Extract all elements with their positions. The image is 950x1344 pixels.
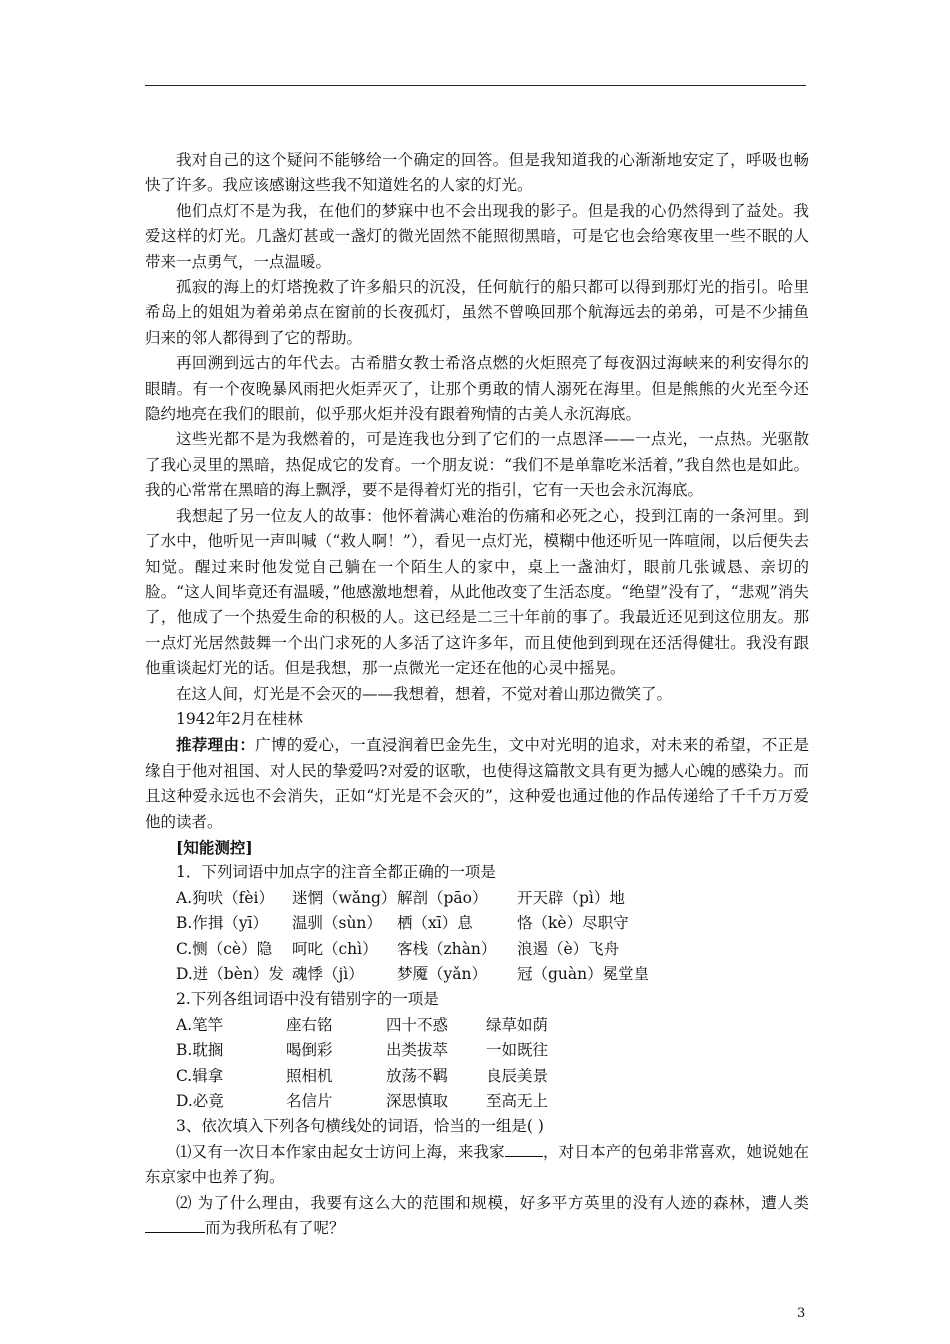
q2-b-1: B.耽搁 <box>176 1041 224 1060</box>
recommend-label: 推荐理由： <box>176 735 256 755</box>
q1-d-3: 梦魇（yǎn） <box>397 965 487 983</box>
q1-c-3: 客栈（zhàn） <box>397 939 497 958</box>
q3-sentence-2 <box>145 1191 809 1242</box>
q1-a-3: 解剖（pāo） <box>397 888 488 907</box>
recommend-text: 广博的爱心，一直浸润着巴金先生，文中对光明的追求，对未来的希望，不正是缘自于他对祖国、对人民的挚爱吗?对爱的讴歌，也使得这篇散文具有更为撼人心魄的感染力。而且这种爱永远也不会消失，正如“灯光是不会灭的”，这种爱也通过他的作品传递给了千千万万爱他的读者。 <box>145 736 809 831</box>
paragraph-4: 再回溯到远古的年代去。古希腊女教士希洛点燃的火炬照亮了每夜泅过海峡来的利安得尔的眼睛。有一个夜晚暴风雨把火炬弄灭了，让那个勇敢的情人溺死在海里。但是熊熊的火光至今还隐约地亮在我们的眼前，似乎那火炬并没有跟着殉情的古美人永沉海底。 <box>145 354 809 424</box>
q1-c-2: 呵叱（chì） <box>292 939 378 958</box>
q2-d-4: 至高无上 <box>486 1092 549 1111</box>
page-number: 3 <box>797 1306 806 1321</box>
q1-a-4: 开天辟（pì）地 <box>517 888 625 907</box>
q2-c-4: 良辰美景 <box>486 1066 549 1085</box>
q2-b-2: 喝倒彩 <box>286 1041 333 1060</box>
q1-b-1: B.作揖（yī） <box>176 914 269 933</box>
paragraph-7: 在这人间，灯光是不会灭的——我想着，想着，不觉对着山那边微笑了。 <box>176 684 673 703</box>
header-rule <box>145 85 806 86</box>
q3-blank-2 <box>145 1218 205 1233</box>
q2-c-3: 放荡不羁 <box>386 1066 449 1085</box>
q1-option-c <box>145 937 809 962</box>
q2-d-3: 深思慎取 <box>386 1092 449 1111</box>
q1-b-3: 栖（xī）息 <box>397 914 473 933</box>
document-body <box>145 148 809 1241</box>
q2-a-2: 座右铭 <box>286 1015 333 1034</box>
q2-a-4: 绿草如荫 <box>486 1015 549 1034</box>
q3-stem: 3、依次填入下列各句横线处的词语，恰当的一组是( ) <box>176 1117 544 1136</box>
paragraph-2: 他们点灯不是为我，在他们的梦寐中也不会出现我的影子。但是我的心仍然得到了益处。我爱这样的灯光。几盏灯甚或一盏灯的微光固然不能照彻黑暗，可是它也会给寒夜里一些不眠的人带来一点勇气，一点温暖。 <box>145 201 809 271</box>
q2-option-a <box>145 1013 809 1038</box>
q2-option-d <box>145 1089 809 1114</box>
q2-stem: 2.下列各组词语中没有错别字的一项是 <box>176 990 439 1009</box>
q3-blank-1 <box>505 1142 543 1157</box>
q2-option-b <box>145 1038 809 1063</box>
q1-d-2: 魂悸（jì） <box>292 965 364 983</box>
q2-c-1: C.辑拿 <box>176 1066 224 1085</box>
q1-b-4: 恪（kè）尽职守 <box>517 914 629 933</box>
q3-sentence-1 <box>145 1140 809 1191</box>
paragraph-3: 孤寂的海上的灯塔挽救了许多船只的沉没，任何航行的船只都可以得到那灯光的指引。哈里希岛上的姐姐为着弟弟点在窗前的长夜孤灯，虽然不曾唤回那个航海远去的弟弟，可是不少捕鱼归来的邻人都得到了它的帮助。 <box>145 278 809 347</box>
q3-s2-before: ⑵ 为了什么理由，我要有这么大的范围和规模，好多平方英里的没有人迹的森林，遭人类 <box>176 1193 809 1212</box>
q1-option-d <box>145 962 809 987</box>
date-line: 1942年2月在桂林 <box>176 709 303 728</box>
q2-b-3: 出类拔萃 <box>386 1041 449 1060</box>
q1-c-1: C.恻（cè）隐 <box>176 939 273 958</box>
q1-option-b <box>145 911 809 936</box>
q1-c-4: 浪遏（è）飞舟 <box>517 939 620 958</box>
q3-s1-after: ，对日本产的包弟非常喜欢，她说她在东京家中也养了狗。 <box>145 1142 809 1187</box>
q1-stem: 1．下列词语中加点字的注音全都正确的一项是 <box>176 863 496 882</box>
section-title: [知能测控] <box>176 837 253 857</box>
q2-a-3: 四十不惑 <box>386 1015 449 1034</box>
q3-s2-after: 而为我所私有了呢？ <box>205 1219 345 1238</box>
q1-b-2: 温驯（sùn） <box>292 914 382 933</box>
q1-d-1: D.迸（bèn）发 <box>176 965 284 983</box>
q1-d-4: 冠（guàn）冕堂皇 <box>517 965 650 983</box>
q2-c-2: 照相机 <box>286 1066 333 1085</box>
paragraph-1: 我对自己的这个疑问不能够给一个确定的回答。但是我知道我的心渐渐地安定了，呼吸也畅快了许多。我应该感谢这些我不知道姓名的人家的灯光。 <box>145 151 809 195</box>
q2-b-4: 一如既往 <box>486 1041 549 1060</box>
q1-a-1: A.狗吠（fèi） <box>176 888 274 907</box>
q2-d-2: 名信片 <box>286 1092 333 1111</box>
q2-d-1: D.必竟 <box>176 1092 224 1111</box>
q3-s1-before: ⑴又有一次日本作家由起女士访问上海，来我家 <box>176 1142 505 1161</box>
recommend-paragraph <box>145 732 809 835</box>
q1-option-a <box>145 886 809 911</box>
q2-option-c <box>145 1064 809 1089</box>
q1-a-2: 迷惘（wǎng） <box>292 888 397 907</box>
paragraph-6: 我想起了另一位友人的故事：他怀着满心难治的伤痛和必死之心，投到江南的一条河里。到了水中，他听见一声叫喊（“救人啊！”），看见一点灯光，模糊中他还听见一阵喧闹，以后便失去知觉。醒过来时他发觉自己躺在一个陌生人的家中，桌上一盏油灯，眼前几张诚恳、亲切的脸。“这人间毕竟还有温暖，”他感激地想着，从此他改变了生活态度。“绝望”没有了，“悲观”消失了，他成了一个热爱生命的积极的人。这已经是二三十年前的事了。我最近还见到这位朋友。那一点灯光居然鼓舞一个出门求死的人多活了这许多年，而且使他到到现在还活得健壮。我没有跟他重谈起灯光的话。但是我想，那一点微光一定还在他的心灵中摇晃。 <box>145 506 809 678</box>
q2-a-1: A.笔竿 <box>176 1015 224 1034</box>
paragraph-5: 这些光都不是为我燃着的，可是连我也分到了它们的一点恩泽——一点光，一点热。光驱散了我心灵里的黑暗，热促成它的发育。一个朋友说：“我们不是单靠吃米活着，”我自然也是如此。我的心常常在黑暗的海上飘浮，要不是得着灯光的指引，它有一天也会永沉海底。 <box>145 430 809 500</box>
